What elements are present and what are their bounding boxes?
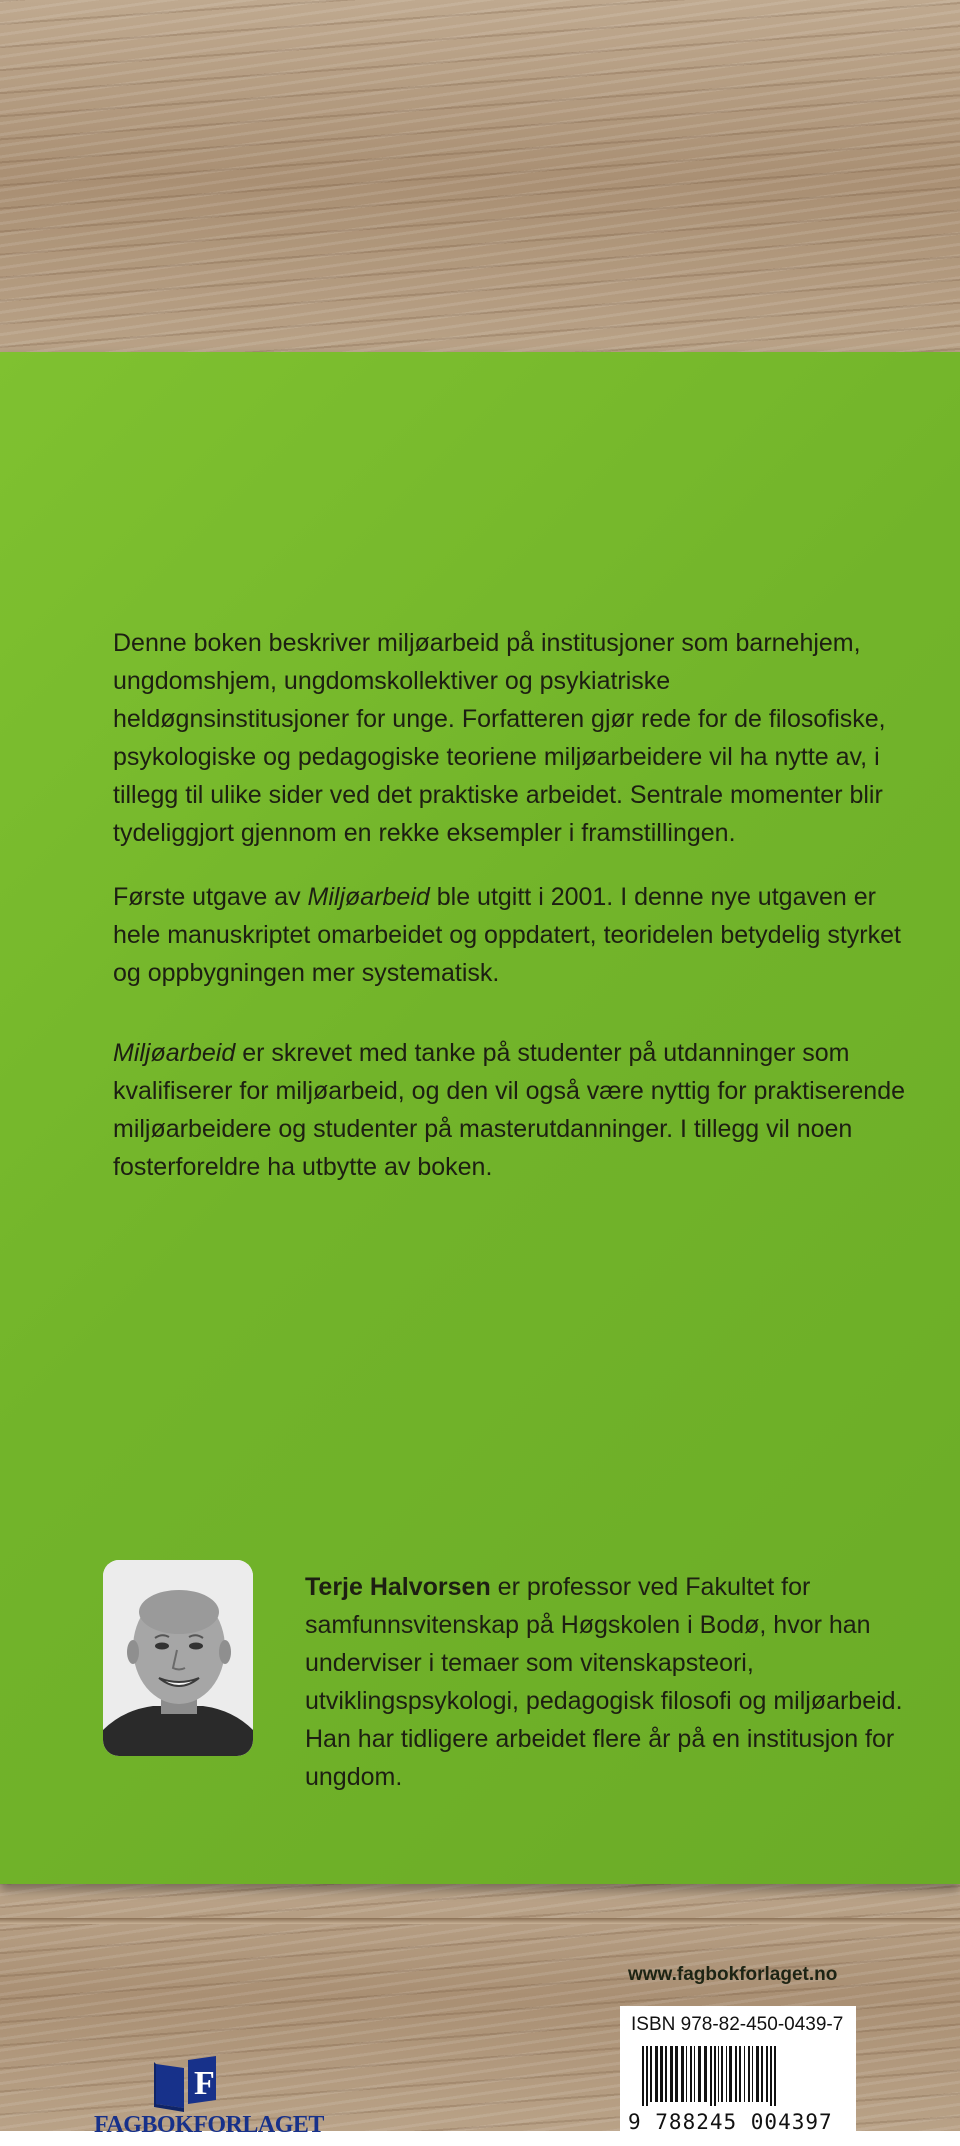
blurb-p2-lead: Første utgave av — [113, 883, 308, 911]
isbn-number: ISBN 978-82-450-0439-7 — [631, 2014, 844, 2035]
wooden-table-top — [0, 0, 960, 360]
blurb-p3-rest: er skrevet med tanke på studenter på utdanninger som kvalifiserer for miljøarbeid, og den vil også være nyttig for praktiserende miljøarbeidere og studenter på masterutdanninger. I tillegg vil noen fosterforeldre ha utbytte av boken. — [113, 1039, 906, 1181]
publisher-website: www.fagbokforlaget.no — [628, 1964, 838, 1985]
publisher-name: FAGBOKFORLAGET — [94, 2112, 324, 2138]
book-back-cover — [0, 352, 960, 2138]
barcode-icon — [628, 2046, 848, 2106]
blurb-paragraph-1: Denne boken beskriver miljøarbeid på institusjoner som barnehjem, ungdomshjem, ungdomskollektiver og psykiatriske heldøgnsinstitusjoner for unge. Forfatteren gjør rede for de filosofiske, psykologiske og pedagogiske teoriene miljøarbeidere vil ha nytte av, i tillegg til ulike sider ved det praktiske arbeidet. Sentrale momenter blir tydeliggjort gjennom en rekke eksempler i framstillingen. — [113, 629, 886, 847]
book-title-italic: Miljøarbeid — [113, 1039, 236, 1067]
isbn-barcode-label — [620, 2006, 856, 2142]
open-book-logo-icon — [154, 2056, 218, 2112]
blurb-paragraph-3 — [113, 1034, 913, 1186]
author-bio — [305, 1568, 935, 1796]
blurb-p2-rest: ble utgitt i 2001. I denne nye utgaven er hele manuskriptet omarbeidet og oppdatert, teoridelen betydelig styrket og oppbygningen mer systematisk. — [113, 883, 901, 987]
book-title-italic: Miljøarbeid — [307, 883, 430, 911]
author-photo — [103, 1560, 253, 1756]
blurb-paragraph-2 — [113, 878, 913, 992]
publisher-logo — [94, 2056, 324, 2146]
barcode-digits: 9 788245 004397 — [628, 2110, 833, 2134]
table-plank-seam — [0, 1918, 960, 1924]
logo-letter: F — [194, 2065, 215, 2102]
author-name: Terje Halvorsen — [305, 1573, 491, 1601]
author-bio-text: er professor ved Fakultet for samfunnsvitenskap på Høgskolen i Bodø, hvor han underviser i temaer som vitenskapsteori, utviklingspsykologi, pedagogisk filosofi og miljøarbeid. Han har tidligere arbeidet flere år på en institusjon for ungdom. — [305, 1573, 903, 1791]
